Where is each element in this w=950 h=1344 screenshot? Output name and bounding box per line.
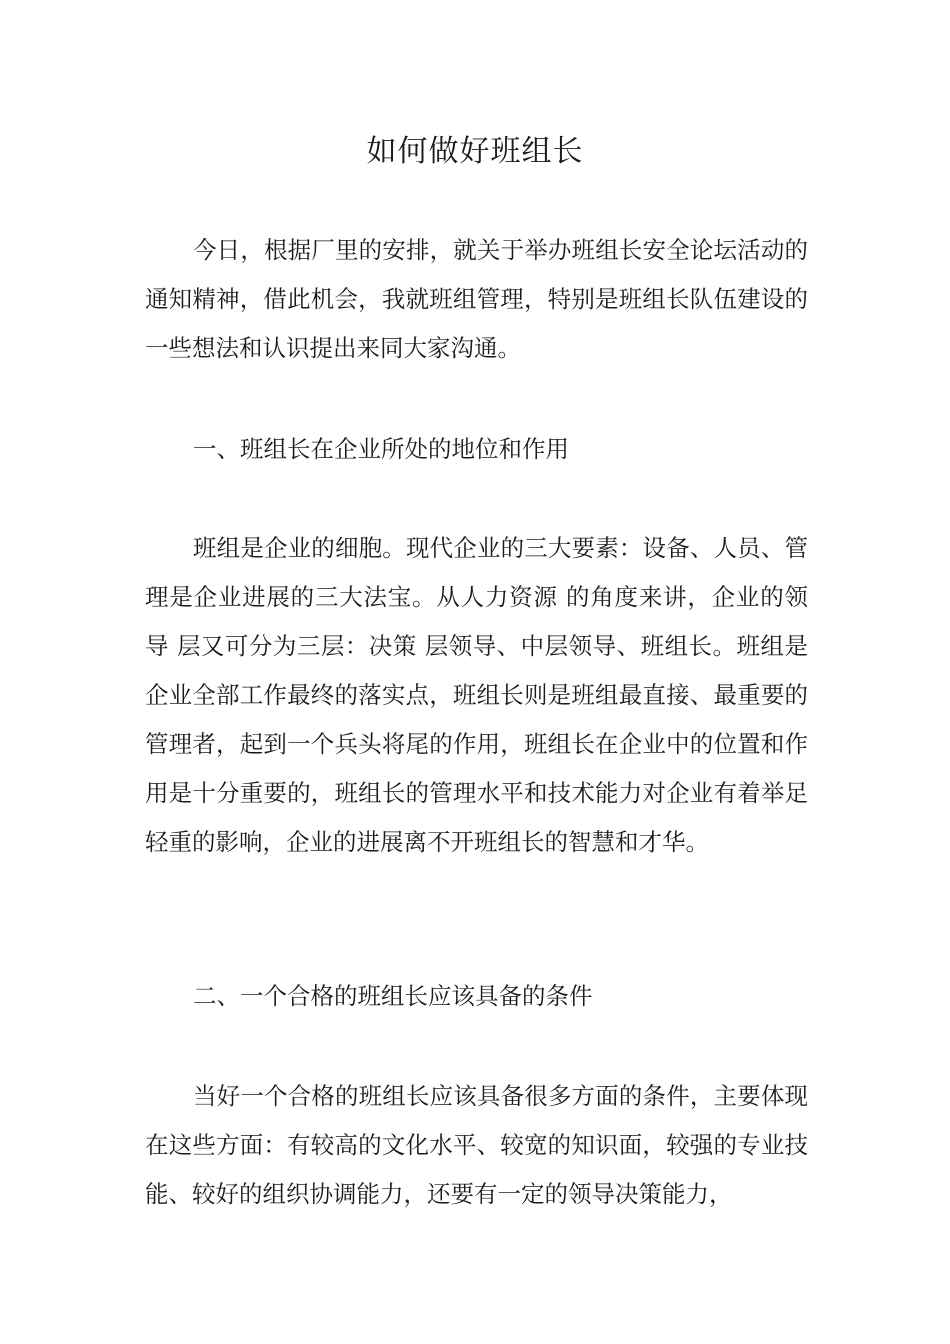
intro-paragraph: 今日，根据厂里的安排，就关于举办班组长安全论坛活动的通知精神，借此机会，我就班组管理，特别是班组长队伍建设的一些想法和认识提出来同大家沟通。 (145, 236, 808, 362)
section-2-paragraph: 当好一个合格的班组长应该具备很多方面的条件，主要体现在这些方面：有较高的文化水平、较宽的知识面，较强的专业技能、较好的组织协调能力，还要有一定的领导决策能力， (145, 1082, 808, 1208)
document-title: 如何做好班组长 (366, 134, 584, 169)
section-heading-1: 一、班组长在企业所处的地位和作用 (193, 435, 569, 463)
section-heading-2: 二、一个合格的班组长应该具备的条件 (193, 982, 593, 1010)
section-1-paragraph: 班组是企业的细胞。现代企业的三大要素：设备、人员、管理是企业进展的三大法宝。从人力资源 的角度来讲，企业的领导 层又可分为三层：决策 层领导、中层领导、班组长。班组是企业全部工作最终的落实点，班组长则是班组最直接、最重要的管理者，起到一个兵头将尾的作用，班组长在企业中的位置和作用是十分重要的，班组长的管理水平和技术能力对企业有着举足轻重的影响，企业的进展离不开班组长的智慧和才华。 (145, 534, 808, 856)
